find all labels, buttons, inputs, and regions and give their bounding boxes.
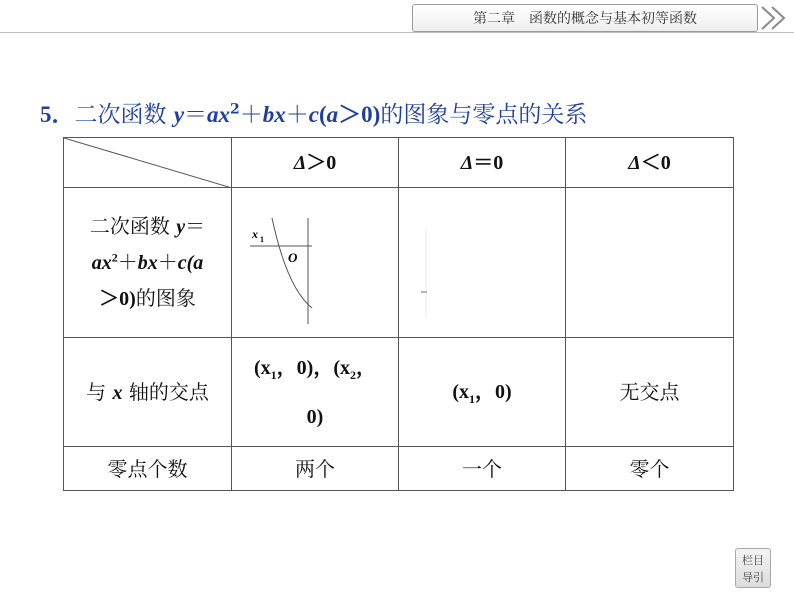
intersections-none: 无交点 — [566, 338, 734, 447]
table-row-intersections — [64, 338, 734, 447]
heading-x: x — [218, 102, 231, 127]
heading-gt0: ＞0) — [338, 102, 381, 127]
heading-eq: ＝ — [184, 102, 208, 128]
intersections-one: ($x_1$，0) — [399, 338, 566, 447]
diagonal-header-cell — [64, 138, 232, 188]
zero-count-zero: 零个 — [566, 447, 734, 491]
heading-y: y — [173, 102, 185, 127]
section-nav-button[interactable] — [735, 548, 771, 588]
graph-placeholder-eq — [399, 188, 566, 338]
chapter-number: 第二章 — [473, 11, 515, 27]
heading-paren-open: ( — [319, 102, 327, 127]
heading-a2: a — [326, 102, 339, 127]
chapter-header — [412, 4, 758, 32]
row-label-graph: 二次函数 y＝ $ax^2+bx+c(a$ ＞0)的图象 — [64, 188, 232, 338]
heading-c: c — [308, 102, 319, 127]
section-heading — [40, 96, 587, 129]
header-delta-gt-zero: Δ＞0 — [232, 138, 399, 188]
header-delta-lt-zero: Δ＜0 — [566, 138, 734, 188]
nav-line-2: 导引 — [742, 571, 764, 584]
graph-delta-eq-zero — [399, 188, 566, 338]
origin-label: O — [288, 250, 298, 265]
root-label-x1: x — [252, 227, 258, 241]
heading-exp: 2 — [230, 101, 240, 118]
heading-number: 5． — [40, 102, 75, 127]
graph-delta-gt-zero — [232, 188, 399, 338]
graph-delta-lt-zero — [566, 188, 734, 338]
table-header-row — [64, 138, 734, 188]
header-delta-eq-zero: Δ＝0 — [399, 138, 566, 188]
chapter-title: 函数的概念与基本初等函数 — [529, 11, 697, 27]
heading-plus2: ＋ — [285, 102, 309, 128]
row-label-intersections: 与 x 轴的交点 — [64, 338, 232, 447]
heading-b: b — [262, 102, 275, 127]
heading-plus1: ＋ — [239, 102, 263, 128]
zero-count-one: 一个 — [399, 447, 566, 491]
heading-x2: x — [274, 102, 286, 127]
heading-text-after: 的图象与零点的关系 — [380, 102, 588, 128]
header-rule — [0, 32, 794, 33]
parabola-graph — [232, 188, 399, 338]
heading-a: a — [207, 102, 219, 127]
table-row-zero-count — [64, 447, 734, 491]
table-row-graph — [64, 188, 734, 338]
diagonal-line-icon — [64, 138, 232, 188]
heading-text-before: 二次函数 — [74, 102, 167, 128]
zero-count-two: 两个 — [232, 447, 399, 491]
intersections-two: ($x_1$，0)，($x_2$， 0) — [232, 338, 399, 447]
double-chevron-right-icon — [758, 4, 792, 32]
nav-line-1: 栏目 — [742, 554, 764, 567]
row-label-zero-count: 零点个数 — [64, 447, 232, 491]
zero-relationship-table — [63, 137, 734, 491]
root-label-x1-sub: 1 — [260, 235, 264, 244]
